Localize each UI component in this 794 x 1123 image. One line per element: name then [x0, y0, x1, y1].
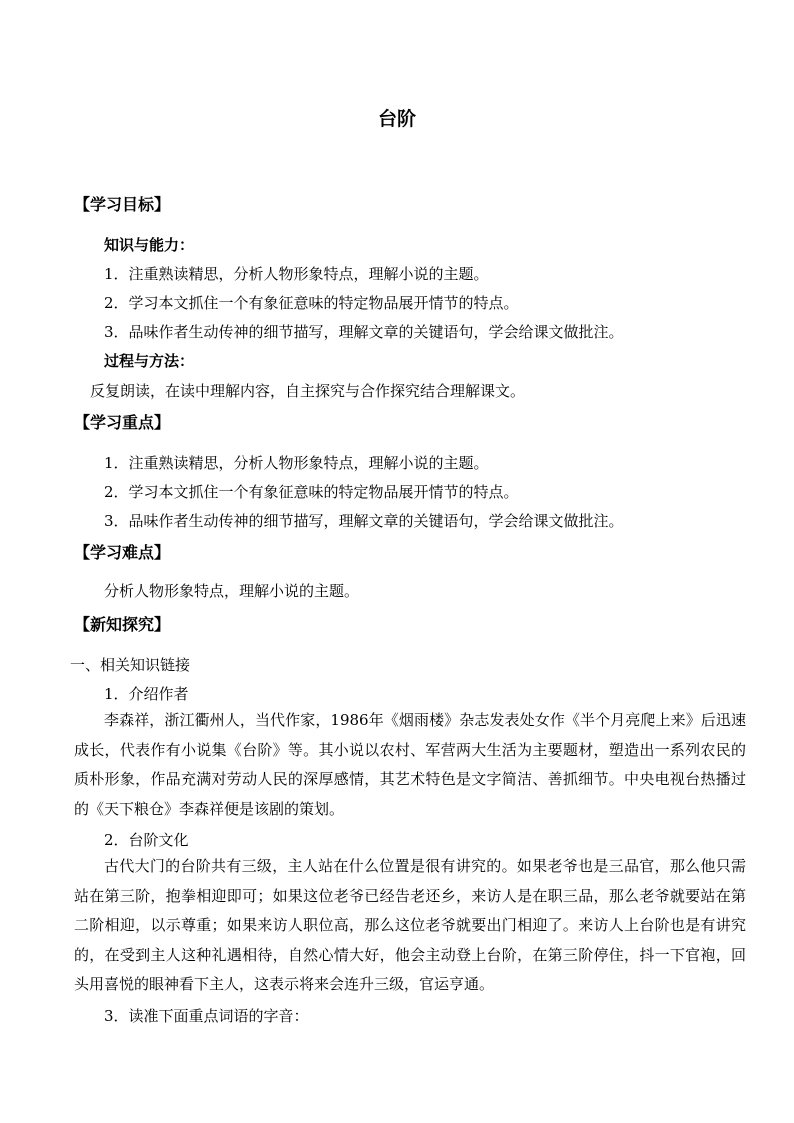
goal-item: 2．学习本文抓住一个有象征意味的特定物品展开情节的特点。	[104, 294, 519, 312]
culture-paragraph: 古代大门的台阶共有三级，主人站在什么位置是很有讲究的。如果老爷也是三品官，那么他只需站在第三阶，抱拳相迎即可；如果这位老爷已经告老还乡，来访人是在职三品，那么老爷就要站在第二阶相迎，以示尊重；如果来访人职位高，那么这位老爷就要出门相迎了。来访人上台阶也是有讲究的，在受到主人这种礼遇相待，自然心情大好，他会主动登上台阶，在第三阶停住，抖一下官袍，回头用喜悦的眼神看下主人，这表示将来会连升三级，官运亨通。	[74, 857, 746, 993]
subheading-culture: 2．台阶文化	[104, 831, 189, 849]
goal-item: 3．品味作者生动传神的细节描写，理解文章的关键语句，学会给课文做批注。	[104, 323, 624, 341]
process-text: 反复朗读，在读中理解内容，自主探究与合作探究结合理解课文。	[90, 382, 526, 400]
page-title: 台阶	[377, 108, 416, 130]
part-heading: 一、相关知识链接	[70, 656, 191, 674]
section-heading-keypoints: 【学习重点】	[74, 413, 171, 432]
section-heading-difficulty: 【学习难点】	[74, 543, 171, 562]
keypoint-item: 2．学习本文抓住一个有象征意味的特定物品展开情节的特点。	[104, 483, 519, 501]
subheading-knowledge: 知识与能力：	[104, 236, 195, 254]
section-heading-explore: 【新知探究】	[74, 615, 171, 634]
keypoint-item: 3．品味作者生动传神的细节描写，理解文章的关键语句，学会给课文做批注。	[104, 512, 624, 530]
subheading-process: 过程与方法：	[104, 352, 195, 370]
keypoint-item: 1．注重熟读精思，分析人物形象特点，理解小说的主题。	[104, 454, 489, 472]
author-paragraph: 李森祥，浙江衢州人，当代作家，1986年《烟雨楼》杂志发表处女作《半个月亮爬上来》后迅速成长，代表作有小说集《台阶》等。其小说以农村、军营两大生活为主要题材，塑造出一系列农民的质朴形象，作品充满对劳动人民的深厚感情，其艺术特色是文字简洁、善抓细节。中央电视台热播过的《天下粮仓》李森祥便是该剧的策划。	[74, 711, 746, 818]
goal-item: 1．注重熟读精思，分析人物形象特点，理解小说的主题。	[104, 265, 489, 283]
difficulty-text: 分析人物形象特点，理解小说的主题。	[104, 582, 360, 600]
section-heading-goals: 【学习目标】	[74, 195, 171, 214]
subheading-author: 1．介绍作者	[104, 685, 189, 703]
subheading-pronunciation: 3．读准下面重点词语的字音：	[104, 1007, 309, 1025]
